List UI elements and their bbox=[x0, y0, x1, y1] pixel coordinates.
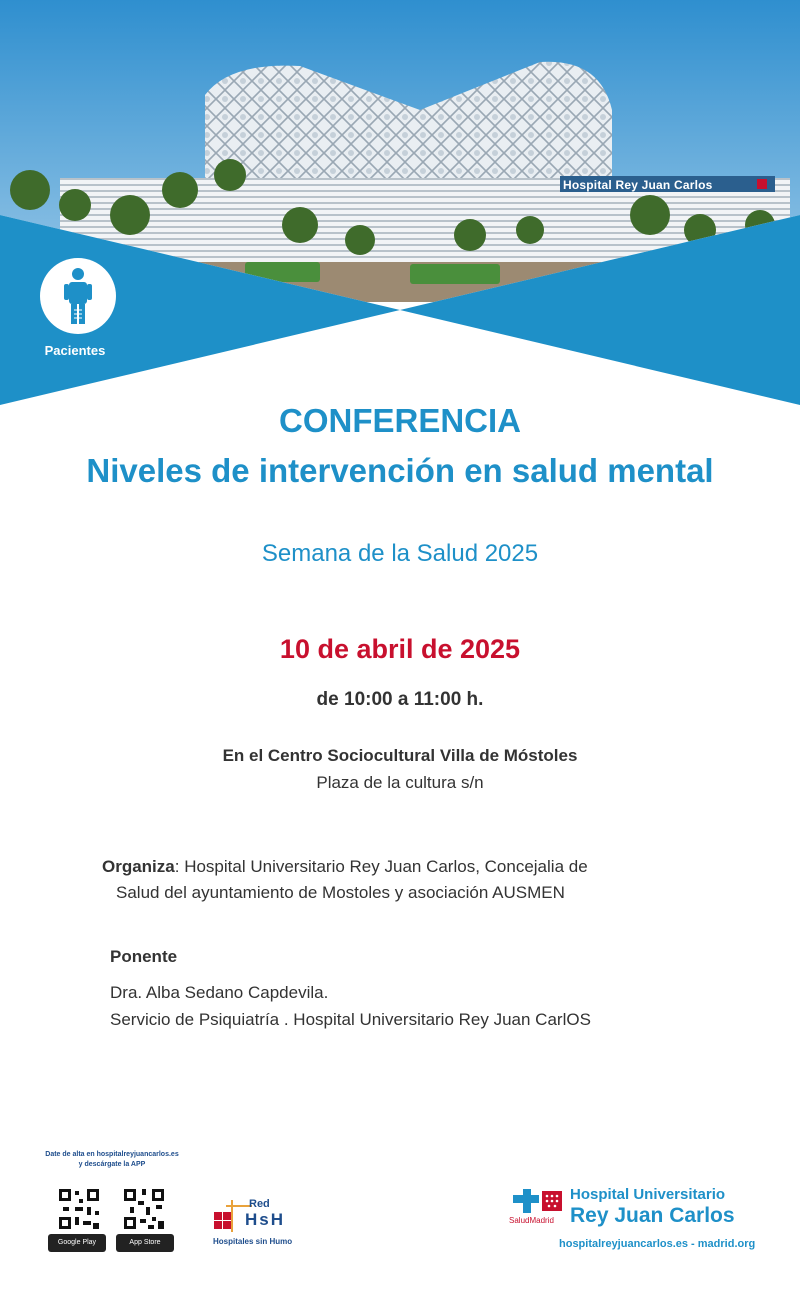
organizer-line2: Salud del ayuntamiento de Mostoles y asociación AUSMEN bbox=[116, 883, 565, 902]
red-hsh: HsH bbox=[245, 1210, 286, 1229]
google-play-badge[interactable]: Google Play bbox=[48, 1234, 106, 1252]
app-promo-text bbox=[22, 1150, 202, 1170]
speaker-service: Servicio de Psiquiatría . Hospital Universitario Rey Juan CarlOS bbox=[110, 1010, 591, 1029]
event-subtitle: Semana de la Salud 2025 bbox=[261, 540, 539, 567]
salud-madrid-text: SaludMadrid bbox=[509, 1216, 554, 1225]
event-venue: En el Centro Sociocultural Villa de Móstoles bbox=[222, 746, 578, 765]
app-promo-line1: Date de alta en hospitalreyjuancarlos.es bbox=[45, 1151, 179, 1158]
red-subtitle: Hospitales sin Humo bbox=[213, 1237, 293, 1246]
hospital-name-line1: Hospital Universitario bbox=[570, 1186, 726, 1203]
event-address: Plaza de la cultura s/n bbox=[316, 773, 484, 792]
event-date: 10 de abril de 2025 bbox=[279, 634, 521, 664]
qr-code-google-play[interactable] bbox=[57, 1187, 101, 1231]
patients-badge bbox=[40, 258, 116, 334]
organizer-line1: : Hospital Universitario Rey Juan Carlos, Concejalia de bbox=[174, 857, 588, 876]
organizer-label: Organiza bbox=[102, 857, 175, 876]
event-type: CONFERENCIA bbox=[278, 402, 521, 439]
patients-label: Pacientes bbox=[44, 343, 106, 358]
patient-icon bbox=[40, 258, 116, 334]
speaker-heading: Ponente bbox=[110, 947, 178, 966]
qr-code-app-store[interactable] bbox=[122, 1187, 166, 1231]
app-promo-line2: y descárgate la APP bbox=[78, 1161, 146, 1168]
hospital-url[interactable]: hospitalreyjuancarlos.es - madrid.org bbox=[559, 1238, 756, 1250]
hospital-name-line2: Rey Juan Carlos bbox=[570, 1204, 735, 1227]
speaker-name: Dra. Alba Sedano Capdevila. bbox=[110, 983, 329, 1002]
red-title: Red bbox=[249, 1198, 270, 1210]
event-time: de 10:00 a 11:00 h. bbox=[316, 689, 484, 710]
event-title: Niveles de intervención en salud mental bbox=[86, 452, 714, 489]
organizer-block bbox=[102, 854, 702, 906]
building-sign: Hospital Rey Juan Carlos bbox=[563, 178, 713, 192]
app-store-badge[interactable]: App Store bbox=[116, 1234, 174, 1252]
